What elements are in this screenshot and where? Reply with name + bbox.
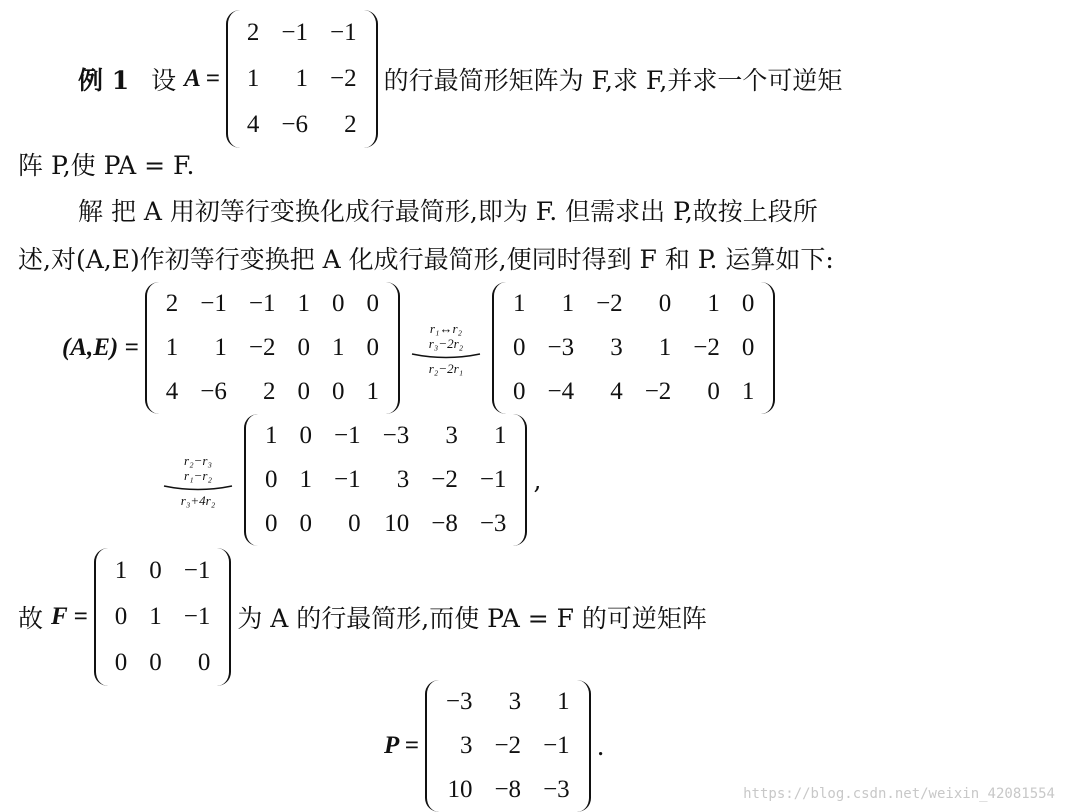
example-line-2: 阵 P,使 PA = F. — [18, 151, 195, 180]
matrix-ae-cell: 0 — [297, 334, 310, 361]
matrix-p-cell: 3 — [459, 732, 473, 759]
matrix-ae-row — [155, 326, 390, 370]
matrix-step-1-cell: 1 — [512, 290, 526, 317]
matrix-p-cell: −8 — [494, 776, 522, 803]
matrix-f-row — [104, 594, 222, 640]
matrix-a-cell: −2 — [330, 65, 357, 92]
calc-line-2 — [158, 414, 541, 546]
matrix-step-1-row — [502, 326, 765, 370]
matrix-f-name: F = — [51, 603, 88, 630]
matrix-ae-cell: 1 — [165, 334, 179, 361]
matrix-a-row — [236, 56, 368, 102]
matrix-step-2-cell: 3 — [445, 422, 458, 449]
matrix-p-name: P = — [384, 732, 419, 759]
matrix-f-cell: −1 — [183, 603, 211, 630]
matrix-p-cell: −3 — [445, 688, 473, 715]
matrix-step-1-cell: −4 — [547, 378, 575, 405]
matrix-f-cell: 0 — [114, 649, 128, 676]
matrix-f-cell: 0 — [149, 557, 162, 584]
matrix-f — [94, 548, 232, 686]
matrix-f-row — [104, 640, 222, 686]
matrix-p-row — [435, 724, 581, 768]
solution-para-2: 述,对(A,E)作初等行变换把 A 化成行最简形,便同时得到 F 和 P. 运算如下: — [18, 245, 834, 274]
matrix-step-1-cell: 0 — [741, 334, 755, 361]
example-line — [78, 10, 842, 148]
matrix-p-cell: 3 — [508, 688, 522, 715]
matrix-a-cell: 1 — [246, 65, 260, 92]
matrix-f-cell: 1 — [149, 603, 162, 630]
matrix-ae-cell: 1 — [214, 334, 227, 361]
row-op-a: r₂−r₃ — [184, 452, 212, 468]
matrix-step-2-cell: −3 — [479, 510, 507, 537]
solution-para-1: 解 把 A 用初等行变换化成行最简形,即为 F. 但需求出 P,故按上段所 — [78, 197, 818, 226]
ae-label: (A,E) = — [62, 334, 139, 361]
matrix-step-2-cell: −2 — [431, 466, 458, 493]
matrix-a-row — [236, 102, 368, 148]
watermark: https://blog.csdn.net/weixin_42081554 — [743, 786, 1055, 802]
matrix-ae-cell: 2 — [262, 378, 276, 405]
matrix-step-1 — [492, 282, 775, 414]
example-label: 例 1 — [78, 66, 130, 95]
row-op-c: r₃+4r₂ — [180, 492, 216, 508]
matrix-step-1-cell: 0 — [512, 378, 526, 405]
row-op-b: r₁−r₂ — [184, 467, 212, 483]
matrix-p-row — [435, 680, 581, 724]
matrix-step-2-row — [254, 458, 517, 502]
matrix-p-cell: −3 — [543, 776, 570, 803]
matrix-p-row — [435, 768, 581, 812]
matrix-ae-cell: −6 — [200, 378, 227, 405]
matrix-step-1-cell: 1 — [658, 334, 672, 361]
matrix-step-2-cell: 0 — [348, 510, 361, 537]
matrix-step-1-cell: 4 — [610, 378, 623, 405]
matrix-f-cell: 0 — [197, 649, 211, 676]
matrix-ae-cell: 1 — [297, 290, 310, 317]
matrix-ae-cell: 0 — [366, 334, 379, 361]
matrix-ae-cell: 4 — [165, 378, 179, 405]
matrix-ae-cell: −1 — [248, 290, 276, 317]
matrix-a-cell: −6 — [281, 111, 309, 138]
matrix-step-1-cell: 0 — [741, 290, 755, 317]
matrix-step-1-cell: 1 — [741, 378, 755, 405]
matrix-step-2-row — [254, 502, 517, 546]
matrix-step-2-cell: 3 — [396, 466, 410, 493]
matrix-ae-cell: −1 — [200, 290, 227, 317]
matrix-f-cell: 1 — [114, 557, 128, 584]
matrix-ae-cell: 1 — [331, 334, 345, 361]
matrix-p-cell: −1 — [543, 732, 570, 759]
matrix-f-row — [104, 548, 222, 594]
p-end: . — [596, 731, 605, 761]
matrix-step-2-cell: −8 — [431, 510, 458, 537]
matrix-step-2-cell: 1 — [265, 422, 278, 449]
example-after-matrix: 的行最简形矩阵为 F,求 F,并求一个可逆矩 — [383, 66, 843, 95]
matrix-ae-cell: 0 — [331, 378, 345, 405]
matrix-step-2-cell: −3 — [382, 422, 410, 449]
row-op-r3: r₃−2r₂ — [428, 335, 464, 351]
matrix-step-1-cell: −2 — [644, 378, 672, 405]
matrix-step-2-cell: −1 — [334, 422, 361, 449]
calc-trailing-comma: , — [533, 465, 542, 495]
matrix-step-2-cell: 0 — [299, 422, 312, 449]
matrix-step-1-cell: 0 — [658, 290, 672, 317]
matrix-step-2-cell: −1 — [479, 466, 507, 493]
matrix-step-1-cell: 1 — [707, 290, 720, 317]
matrix-step-2-cell: 0 — [265, 466, 278, 493]
matrix-ae — [145, 282, 400, 414]
row-op-arrow-2 — [162, 483, 234, 493]
matrix-step-1-cell: −2 — [596, 290, 623, 317]
matrix-ae-cell: 0 — [331, 290, 345, 317]
matrix-step-1-cell: 3 — [610, 334, 623, 361]
matrix-a-cell: 4 — [246, 111, 260, 138]
row-op-arrow — [410, 351, 482, 361]
matrix-a-cell: 2 — [344, 111, 357, 138]
matrix-a-cell: −1 — [330, 19, 357, 46]
matrix-ae-cell: 2 — [165, 290, 179, 317]
matrix-f-cell: 0 — [149, 649, 162, 676]
matrix-step-2-row — [254, 414, 517, 458]
matrix-step-1-row — [502, 370, 765, 414]
matrix-ae-cell: 0 — [297, 378, 310, 405]
matrix-a-cell: −1 — [281, 19, 309, 46]
matrix-ae-cell: 0 — [366, 290, 379, 317]
matrix-ae-cell: 1 — [366, 378, 379, 405]
matrix-a-cell: 1 — [295, 65, 309, 92]
calc-line-1 — [62, 282, 781, 414]
matrix-step-1-cell: 1 — [561, 290, 575, 317]
matrix-step-1-cell: −2 — [693, 334, 720, 361]
matrix-step-2-cell: 1 — [493, 422, 507, 449]
matrix-ae-row — [155, 370, 390, 414]
matrix-a — [226, 10, 378, 148]
matrix-ae-cell: −2 — [248, 334, 276, 361]
matrix-step-2-cell: 0 — [299, 510, 312, 537]
result-after-matrix: 为 A 的行最简形,而使 PA = F 的可逆矩阵 — [237, 604, 707, 633]
matrix-p-cell: 1 — [557, 688, 570, 715]
matrix-p-cell: 10 — [447, 776, 473, 803]
matrix-step-1-cell: 0 — [707, 378, 720, 405]
result-line — [18, 548, 707, 686]
row-op-r2: r₂−2r₁ — [428, 360, 464, 376]
matrix-f-cell: −1 — [183, 557, 211, 584]
matrix-p-cell: −2 — [494, 732, 522, 759]
matrix-step-2-cell: 0 — [265, 510, 278, 537]
matrix-a-cell: 2 — [246, 19, 260, 46]
matrix-f-cell: 0 — [114, 603, 128, 630]
matrix-step-1-cell: −3 — [547, 334, 575, 361]
example-intro: 设 — [151, 66, 177, 95]
row-op-swap: r₁↔r₂ — [429, 320, 463, 336]
matrix-ae-row — [155, 282, 390, 326]
matrix-a-name: A = — [184, 65, 220, 92]
matrix-step-1-row — [502, 282, 765, 326]
matrix-step-2-cell: 10 — [384, 510, 410, 537]
matrix-a-row — [236, 10, 368, 56]
row-ops-1 — [410, 321, 482, 376]
row-ops-2 — [162, 453, 234, 508]
matrix-step-2-cell: −1 — [334, 466, 361, 493]
matrix-step-1-cell: 0 — [512, 334, 526, 361]
matrix-step-2-cell: 1 — [299, 466, 312, 493]
result-prefix: 故 — [18, 604, 44, 633]
p-line — [384, 680, 605, 812]
matrix-p — [425, 680, 591, 812]
matrix-step-2 — [244, 414, 527, 546]
